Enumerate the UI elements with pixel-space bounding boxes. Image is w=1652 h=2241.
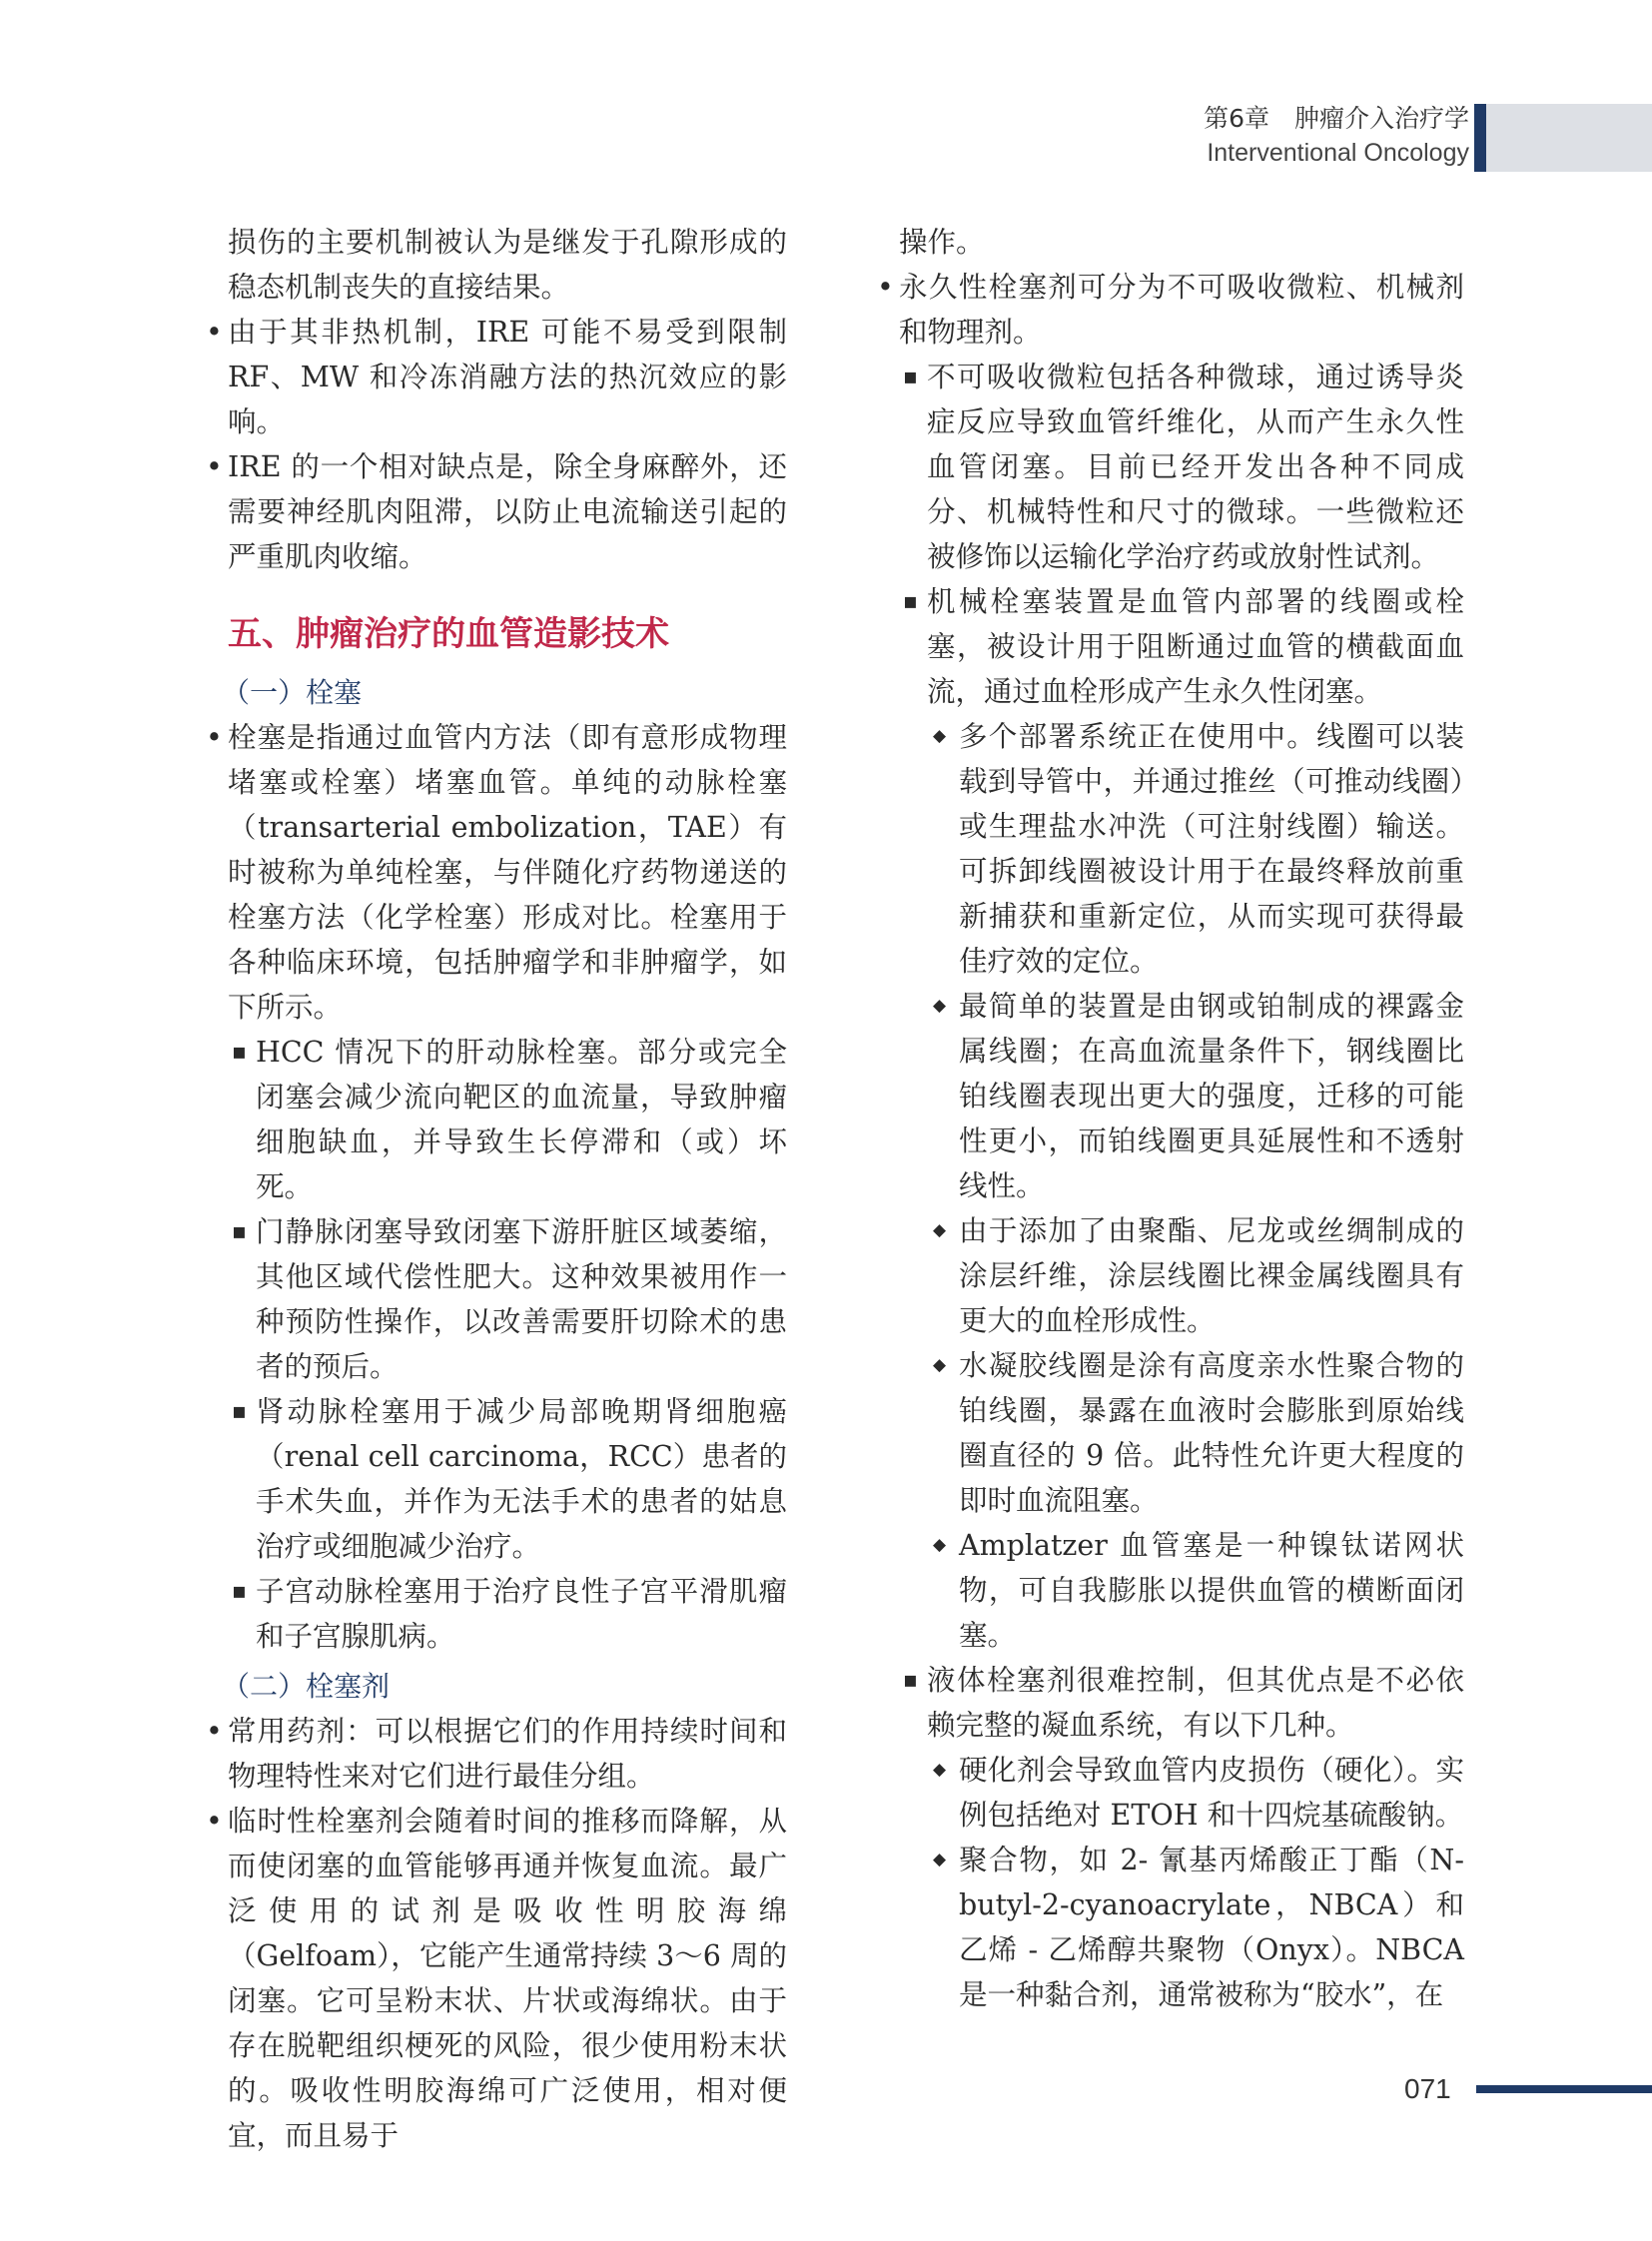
chapter-title: 第6章 肿瘤介入治疗学 xyxy=(1204,104,1469,133)
sub-bullet-item: ▪ 不可吸收微粒包括各种微球，通过诱导炎症反应导致血管纤维化，从而产生永久性血管闭塞。目前已经开发出各种不同成分、机械特性和尺寸的微球。一些微粒还被修饰以运输化学治疗药或放射性试剂。 xyxy=(899,355,1464,579)
diamond-bullet-item: ◆ 硬化剂会导致血管内皮损伤（硬化）。实例包括绝对 ETOH 和十四烷基硫酸钠。 xyxy=(899,1748,1464,1838)
subsection-heading: （一）栓塞 xyxy=(222,676,363,709)
bullet-item: • IRE 的一个相对缺点是，除全身麻醉外，还需要神经肌肉阻滞，以防止电流输送引起的严重肌肉收缩。 xyxy=(228,444,787,579)
bullet-item: • 临时性栓塞剂会随着时间的推移而降解，从而使闭塞的血管能够再通并恢复血流。最广泛使用的试剂是吸收性明胶海绵（Gelfoam），它能产生通常持续 3～6 周的闭塞。它可呈粉末状、片状或海绵状。由于存在脱靶组织梗死的风险，很少使用粉末状的。吸收性明胶海绵可广泛使用，相对便宜，而且易于 xyxy=(228,1799,787,2158)
header-tab xyxy=(1486,104,1652,172)
paragraph: 损伤的主要机制被认为是继发于孔隙形成的稳态机制丧失的直接结果。 xyxy=(228,226,787,304)
diamond-bullet-item: ◆ 最简单的装置是由钢或铂制成的裸露金属线圈；在高血流量条件下，钢线圈比铂线圈表现出更大的强度，迁移的可能性更小，而铂线圈更具延展性和不透射线性。 xyxy=(899,984,1464,1208)
bullet-item: • 栓塞是指通过血管内方法（即有意形成物理堵塞或栓塞）堵塞血管。单纯的动脉栓塞（transarterial embolization，TAE）有时被称为单纯栓塞，与伴随化疗药物递送的栓塞方法（化学栓塞）形成对比。栓塞用于各种临床环境，包括肿瘤学和非肿瘤学，如下所示。 xyxy=(228,715,787,1030)
sub-bullet-item: ▪ 子宫动脉栓塞用于治疗良性子宫平滑肌瘤和子宫腺肌病。 xyxy=(228,1569,787,1659)
sub-bullet-item: ▪ 机械栓塞装置是血管内部署的线圈或栓塞，被设计用于阻断通过血管的横截面血流，通过血栓形成产生永久性闭塞。 xyxy=(899,579,1464,714)
paragraph: 操作。 xyxy=(899,226,985,259)
diamond-bullet-item: ◆ Amplatzer 血管塞是一种镍钛诺网状物，可自我膨胀以提供血管的横断面闭塞。 xyxy=(899,1523,1464,1658)
sub-bullet-item: ▪ HCC 情况下的肝动脉栓塞。部分或完全闭塞会减少流向靶区的血流量，导致肿瘤细胞缺血，并导致生长停滞和（或）坏死。 xyxy=(228,1030,787,1209)
header-accent-bar xyxy=(1474,104,1486,172)
diamond-bullet-item: ◆ 聚合物，如 2- 氰基丙烯酸正丁酯（N-butyl-2-cyanoacrylate，NBCA）和乙烯 - 乙烯醇共聚物（Onyx）。NBCA 是一种黏合剂，通常被称为“胶水”，在 xyxy=(899,1838,1464,2017)
sub-bullet-item: ▪ 液体栓塞剂很难控制，但其优点是不必依赖完整的凝血系统，有以下几种。 xyxy=(899,1658,1464,1748)
diamond-bullet-item: ◆ 由于添加了由聚酯、尼龙或丝绸制成的涂层纤维，涂层线圈比裸金属线圈具有更大的血栓形成性。 xyxy=(899,1208,1464,1343)
bullet-item: • 常用药剂：可以根据它们的作用持续时间和物理特性来对它们进行最佳分组。 xyxy=(228,1709,787,1799)
bullet-item: • 由于其非热机制，IRE 可能不易受到限制 RF、MW 和冷冻消融方法的热沉效应的影响。 xyxy=(228,310,787,444)
sub-bullet-item: ▪ 肾动脉栓塞用于减少局部晚期肾细胞癌（renal cell carcinoma，RCC）患者的手术失血，并作为无法手术的患者的姑息治疗或细胞减少治疗。 xyxy=(228,1389,787,1569)
footer-accent-bar xyxy=(1476,2085,1652,2093)
page-number: 071 xyxy=(1404,2073,1451,2104)
section-heading: 五、肿瘤治疗的血管造影技术 xyxy=(228,614,669,654)
bullet-item: • 永久性栓塞剂可分为不可吸收微粒、机械剂和物理剂。 xyxy=(899,265,1464,355)
left-column xyxy=(222,220,787,2158)
running-header xyxy=(1204,102,1469,170)
subsection-heading: （二）栓塞剂 xyxy=(222,1670,391,1703)
chapter-subtitle: Interventional Oncology xyxy=(1207,139,1469,167)
right-column xyxy=(899,220,1464,2017)
sub-bullet-item: ▪ 门静脉闭塞导致闭塞下游肝脏区域萎缩，其他区域代偿性肥大。这种效果被用作一种预防性操作，以改善需要肝切除术的患者的预后。 xyxy=(228,1209,787,1389)
diamond-bullet-item: ◆ 水凝胶线圈是涂有高度亲水性聚合物的铂线圈，暴露在血液时会膨胀到原始线圈直径的 9 倍。此特性允许更大程度的即时血流阻塞。 xyxy=(899,1343,1464,1523)
diamond-bullet-item: ◆ 多个部署系统正在使用中。线圈可以装载到导管中，并通过推丝（可推动线圈）或生理盐水冲洗（可注射线圈）输送。可拆卸线圈被设计用于在最终释放前重新捕获和重新定位，从而实现可获得最佳疗效的定位。 xyxy=(899,714,1464,984)
